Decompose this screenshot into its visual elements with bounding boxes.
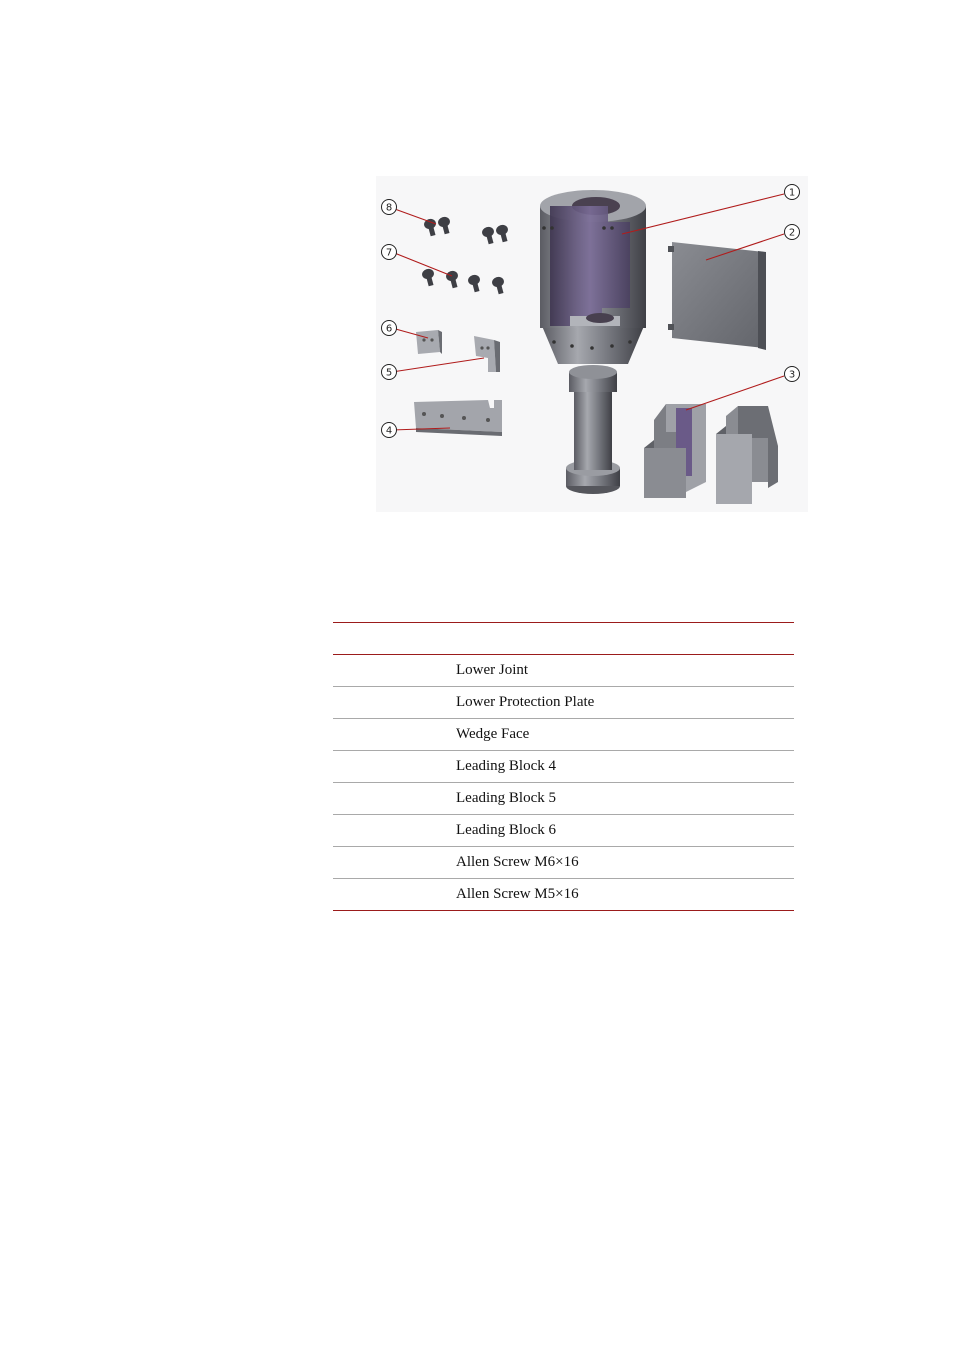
header-name-cell: [456, 623, 794, 655]
row-number-cell: [333, 751, 456, 783]
table-header-row: [333, 623, 794, 655]
svg-text:1: 1: [788, 187, 796, 199]
callout-6: [382, 321, 397, 336]
row-number-cell: [333, 687, 456, 719]
callout-2: [785, 225, 800, 240]
row-number-cell: [333, 815, 456, 847]
row-number-cell: [333, 879, 456, 911]
callout-4: [382, 423, 397, 438]
row-name-cell: Leading Block 4: [456, 751, 794, 783]
table-row: [333, 687, 794, 719]
table-row: [333, 815, 794, 847]
row-name-cell: Allen Screw M6×16: [456, 847, 794, 879]
svg-text:7: 7: [385, 247, 393, 259]
svg-text:8: 8: [385, 202, 393, 214]
callout-5: [382, 365, 397, 380]
table-row: [333, 719, 794, 751]
row-name-cell: Leading Block 6: [456, 815, 794, 847]
lower-protection-plate-part: [668, 242, 766, 350]
row-name-cell: Leading Block 5: [456, 783, 794, 815]
table-row: [333, 847, 794, 879]
row-name-cell: Lower Joint: [456, 655, 794, 687]
row-number-cell: [333, 655, 456, 687]
svg-text:5: 5: [385, 367, 393, 379]
exploded-assembly-figure: [376, 176, 808, 512]
header-number-cell: [333, 623, 456, 655]
svg-text:3: 3: [788, 369, 796, 381]
svg-text:2: 2: [788, 227, 796, 239]
table-row: [333, 751, 794, 783]
row-name-cell: Allen Screw M5×16: [456, 879, 794, 911]
callout-3: [785, 367, 800, 382]
table-row: [333, 655, 794, 687]
row-number-cell: [333, 847, 456, 879]
row-number-cell: [333, 783, 456, 815]
callout-8: [382, 200, 397, 215]
callout-7: [382, 245, 397, 260]
svg-text:6: 6: [385, 323, 393, 335]
table-row: [333, 783, 794, 815]
parts-list-table: [333, 622, 794, 911]
row-name-cell: Lower Protection Plate: [456, 687, 794, 719]
table-row: [333, 879, 794, 911]
row-name-cell: Wedge Face: [456, 719, 794, 751]
svg-text:4: 4: [385, 425, 393, 437]
row-number-cell: [333, 719, 456, 751]
callout-1: [785, 185, 800, 200]
